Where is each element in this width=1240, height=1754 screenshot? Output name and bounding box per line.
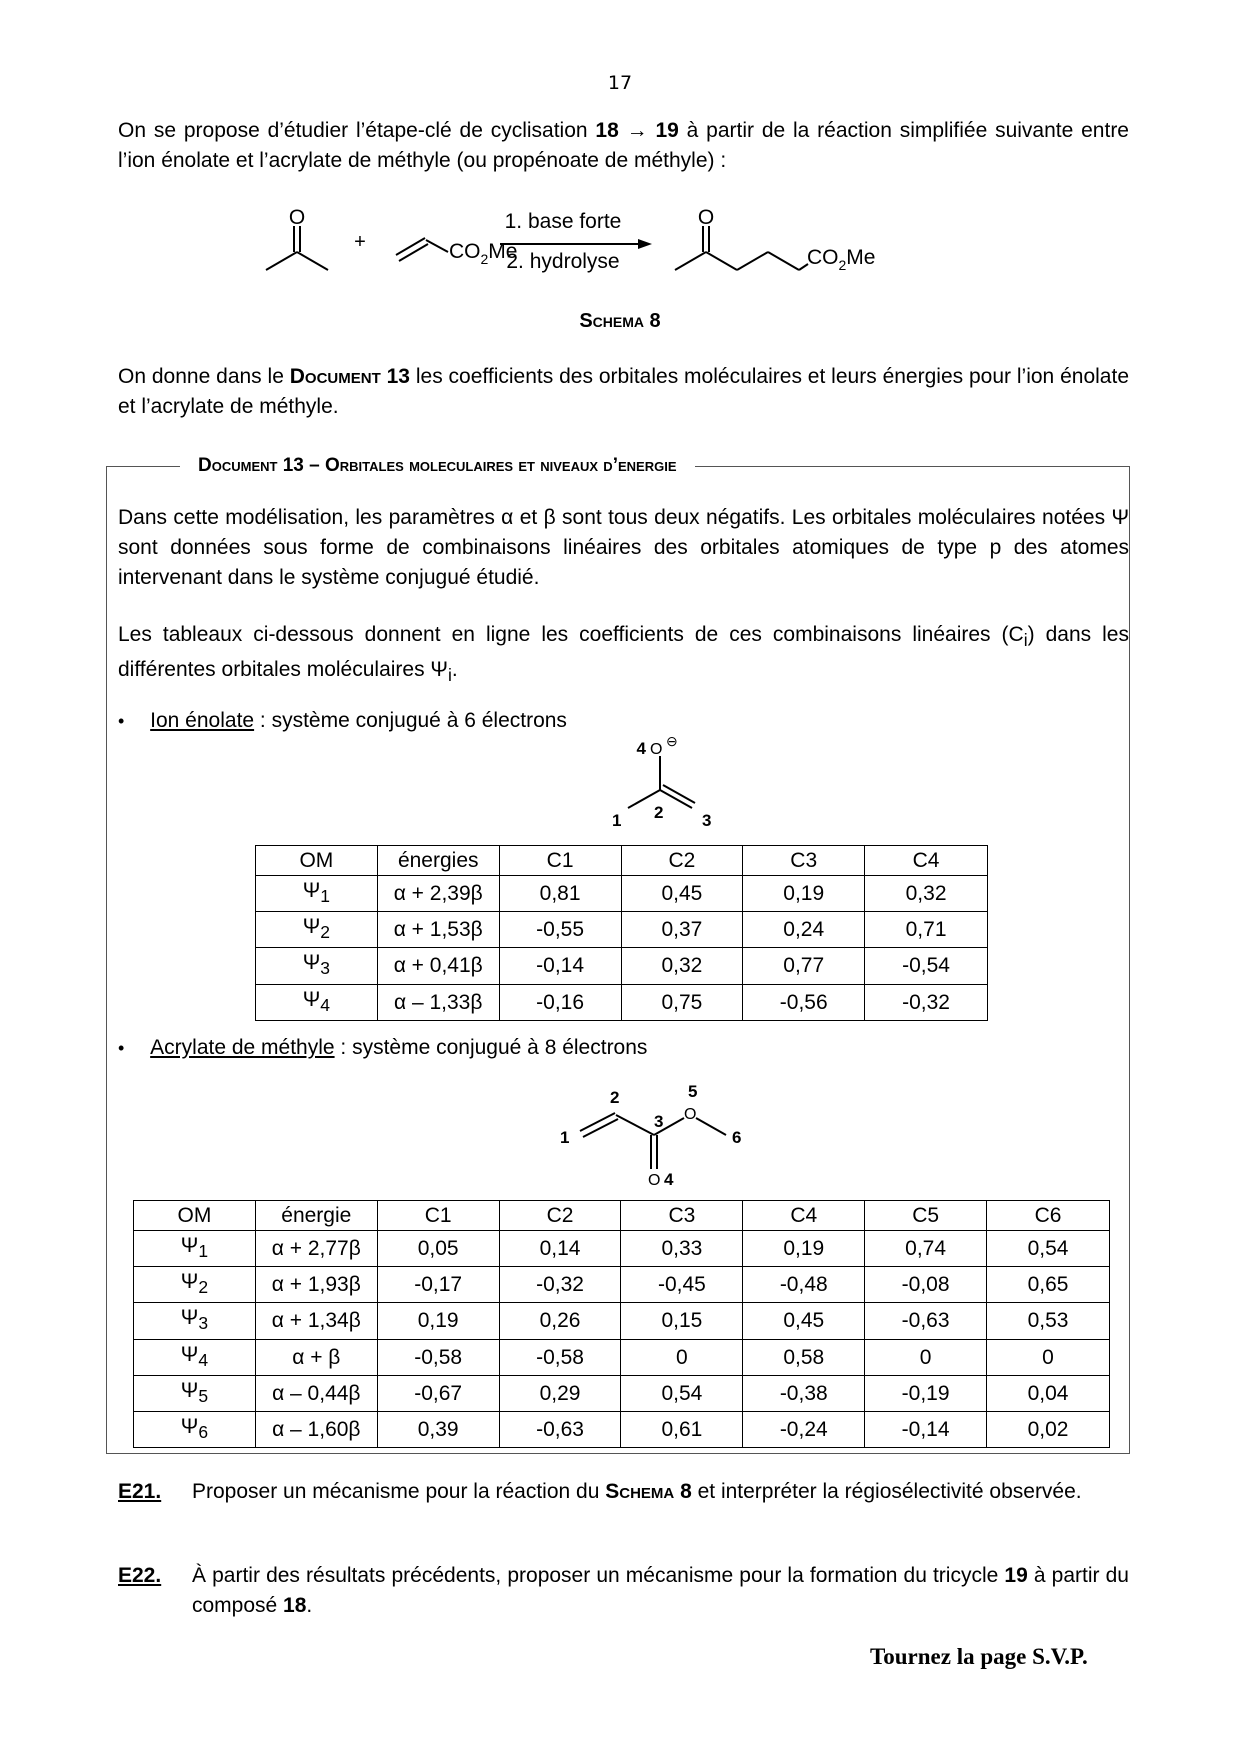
document-paragraph-2: Les tableaux ci-dessous donnent en ligne les coefficients de ces combinaisons linéaires $(C_i)$ dans les différentes orbitales moléculaires $\Psi_i$. [118,623,1129,686]
product-oxygen: O [697,206,715,229]
header-cell: C2 [621,846,743,876]
enolate-table [255,845,988,1021]
svg-text:2: 2 [610,1088,620,1107]
svg-text:O: O [684,1106,697,1123]
header-cell: C2 [499,1201,621,1231]
question-e21: Proposer un mécanisme pour la réaction du Schema 8 et interpréter la régiosélectivité observée. [192,1480,1082,1503]
header-cell: C1 [499,846,621,876]
svg-text:3: 3 [702,811,712,830]
table-row: $\Psi_1$ α + 2,77β 0,05 0,14 0,33 0,19 0,74 0,54 [134,1231,1110,1267]
table-row: $\Psi_6$ α – 1,60β 0,39 -0,63 0,61 -0,24 -0,14 0,02 [134,1411,1110,1447]
table-header-row [134,1201,1110,1231]
table-row: $\Psi_4$ α + β -0,58 -0,58 0 0,58 0 0 [134,1339,1110,1375]
svg-text:CO2Me: $CO_2Me$ [807,246,876,273]
enolate-bullet: • Ion énolate : système conjugué à 6 électrons [118,709,567,732]
svg-text:1: 1 [612,811,622,830]
table-row: $\Psi_5$ α – 0,44β -0,67 0,29 0,54 -0,38 -0,19 0,04 [134,1375,1110,1411]
schema-title: Schema 8 [579,310,661,332]
intro-paragraph: On se propose d’étudier l’étape-clé de cyclisation 18 → 19 à partir de la réaction simplifiée suivante entre l’ion énolate et l’acrylate de méthyle (ou propénoate de méthyle) : [118,119,1129,172]
plus-sign: + [354,231,366,253]
svg-text:5: 5 [688,1082,698,1101]
table-row: $\Psi_4$ α – 1,33β -0,16 0,75 -0,56 -0,32 [256,984,988,1020]
svg-text:6: 6 [732,1128,742,1147]
svg-text:O: O [650,741,663,758]
svg-text:O: O [648,1172,661,1189]
header-cell: C1 [377,1201,499,1231]
acetone-oxygen: O [288,206,306,229]
table-row: $\Psi_2$ α + 1,93β -0,17 -0,32 -0,45 -0,48 -0,08 0,65 [134,1267,1110,1303]
acrylate-bullet: • Acrylate de méthyle : système conjugué à 8 électrons [118,1036,648,1059]
table-header-row [256,846,988,876]
header-cell: C4 [865,846,988,876]
acrylate-table [133,1200,1110,1448]
header-cell: énergies [377,846,499,876]
table-row: $\Psi_3$ α + 0,41β -0,14 0,32 0,77 -0,54 [256,948,988,984]
table-row: $\Psi_2$ α + 1,53β -0,55 0,37 0,24 0,71 [256,912,988,948]
product-structure [675,226,808,270]
header-cell: C3 [743,846,865,876]
question-label-e22: E22. [118,1564,162,1587]
header-cell: C4 [743,1201,865,1231]
document-paragraph-1: Dans cette modélisation, les paramètres α et β sont tous deux négatifs. Les orbitales moléculaires notées Ψ sont données sous forme de combinaisons linéaires des orbitales atomiques de type p des atomes intervenant dans le système conjugué étudié. [118,506,1129,589]
acetone-structure [266,226,328,270]
svg-text:2: 2 [654,803,664,822]
header-cell: OM [256,846,378,876]
question-e22: À partir des résultats précédents, proposer un mécanisme pour la formation du tricycle 19 à partir du composé 18. [192,1564,1129,1617]
document-title: Document 13 – Orbitales moleculaires et niveaux d’energie [180,455,695,477]
page-number: 17 [607,72,633,94]
reaction-scheme [250,200,1010,290]
condition-2: 2. hydrolyse [506,250,620,273]
header-cell: C5 [865,1201,987,1231]
reaction-arrow [500,239,652,249]
header-cell: énergie [255,1201,377,1231]
svg-text:4: 4 [664,1170,674,1189]
table-row: $\Psi_3$ α + 1,34β 0,19 0,26 0,15 0,45 -0,63 0,53 [134,1303,1110,1339]
header-cell: C6 [987,1201,1110,1231]
question-label-e21: E21. [118,1480,162,1503]
svg-text:1: 1 [560,1128,570,1147]
table-row: $\Psi_1$ α + 2,39β 0,81 0,45 0,19 0,32 [256,876,988,912]
footer-turn-page: Tournez la page S.V.P. [870,1644,1088,1669]
enolate-structure [590,730,750,830]
svg-text:CO2Me: $CO_2Me$ [449,240,518,267]
paragraph-2: On donne dans le Document 13 les coefficients des orbitales moléculaires et leurs énergies pour l’ion énolate et l’acrylate de méthyle. [118,365,1129,418]
svg-text:3: 3 [654,1112,664,1131]
methyl-acrylate-structure [396,238,448,261]
svg-text:⊖: ⊖ [666,733,678,749]
svg-text:4: 4 [636,739,646,758]
condition-1: 1. base forte [504,210,622,233]
acrylate-structure [550,1075,790,1195]
header-cell: OM [134,1201,256,1231]
header-cell: C3 [621,1201,743,1231]
